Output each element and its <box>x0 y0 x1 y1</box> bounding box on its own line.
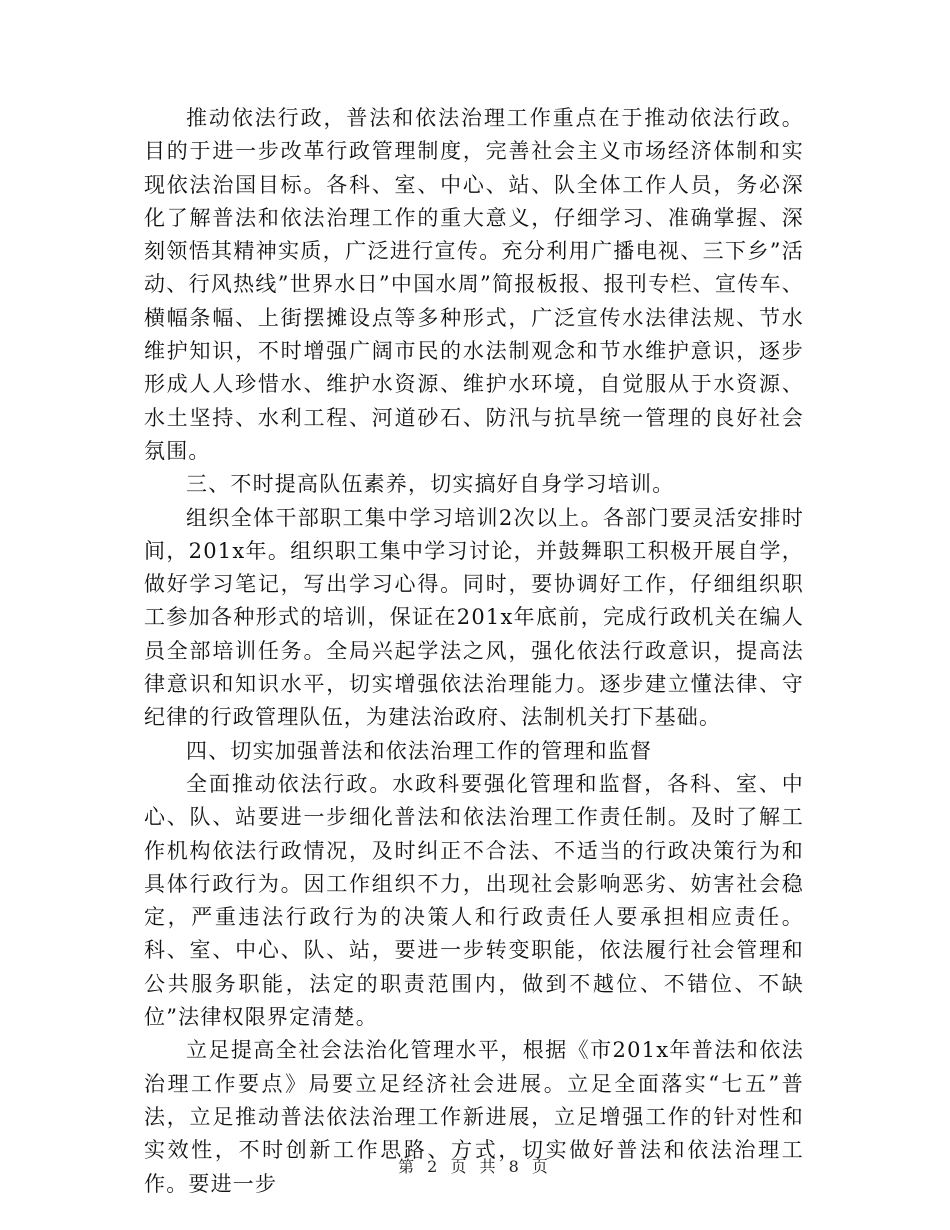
page-number-footer: 第 2 页 共 8 页 <box>398 1157 552 1176</box>
paragraph-promote-lawful-administration: 推动依法行政，普法和依法治理工作重点在于推动依法行政。目的于进一步改革行政管理制度，完善社会主义市场经济体制和实现依法治国目标。各科、室、中心、站、队全体工作人员，务必深化了解普法和依法治理工作的重大意义，仔细学习、准确掌握、深刻领悟其精神实质，广泛进行宣传。充分利用广播电视、三下乡”活动、行风热线”世界水日”中国水周”简报板报、报刊专栏、宣传车、横幅条幅、上街摆摊设点等多种形式，广泛宣传水法律法规、节水维护知识，不时增强广阔市民的水法制观念和节水维护意识，逐步形成人人珍惜水、维护水资源、维护水环境，自觉服从于水资源、水土坚持、水利工程、河道砂石、防汛与抗旱统一管理的良好社会氛围。 <box>144 106 804 463</box>
heading-section-three: 三、不时提高队伍素养，切实搞好自身学习培训。 <box>186 472 675 497</box>
heading-section-four: 四、切实加强普法和依法治理工作的管理和监督 <box>186 738 653 763</box>
paragraph-management-supervision: 全面推动依法行政。水政科要强化管理和监督，各科、室、中心、队、站要进一步细化普法和依法治理工作责任制。及时了解工作机构依法行政情况，及时纠正不合法、不适当的行政决策行为和具体行政行为。因工作组织不力，出现社会影响恶劣、妨害社会稳定，严重违法行政行为的决策人和行政责任人要承担相应责任。科、室、中心、队、站，要进一步转变职能，依法履行社会管理和公共服务职能，法定的职责范围内，做到不越位、不错位、不缺位”法律权限界定清楚。 <box>144 771 804 1030</box>
paragraph-rule-of-law-level: 立足提高全社会法治化管理水平，根据《市201x年普法和依法治理工作要点》局要立足经济社会进展。立足全面落实“七五”普法，立足推动普法依法治理工作新进展，立足增强工作的针对性和实效性，不时创新工作思路、方式，切实做好普法和依法治理工作。要进一步 <box>144 1038 804 1196</box>
document-body <box>144 102 804 1201</box>
paragraph-staff-training: 组织全体干部职工集中学习培训2次以上。各部门要灵活安排时间，201x年。组织职工集中学习讨论，并鼓舞职工积极开展自学，做好学习笔记，写出学习心得。同时，要协调好工作，仔细组织职工参加各种形式的培训，保证在201x年底前，完成行政机关在编人员全部培训任务。全局兴起学法之风，强化依法行政意识，提高法律意识和知识水平，切实增强依法治理能力。逐步建立懂法律、守纪律的行政管理队伍，为建法治政府、法制机关打下基础。 <box>144 505 804 730</box>
